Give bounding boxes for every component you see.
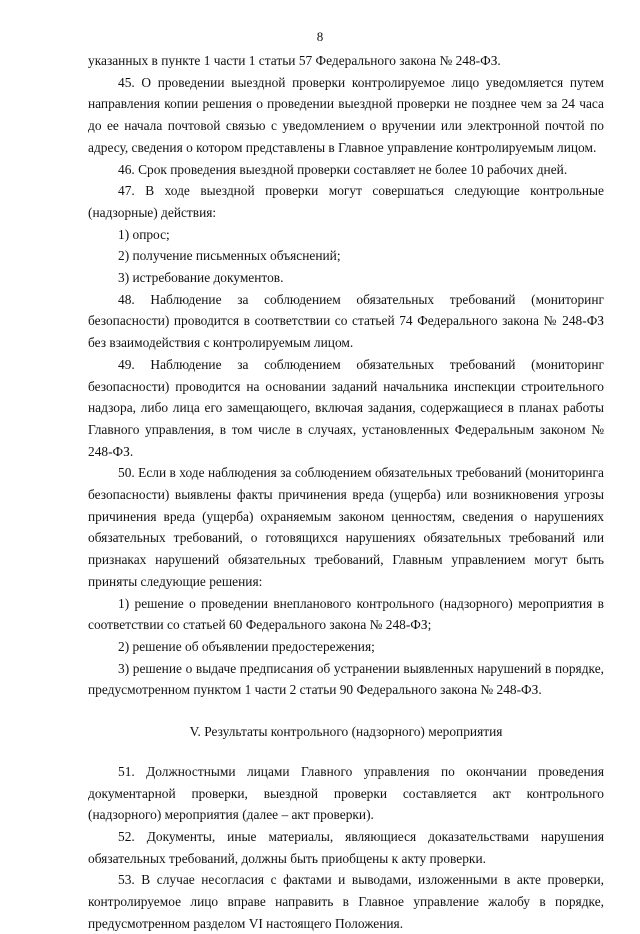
section-heading: V. Результаты контрольного (надзорного) мероприятия: [189, 724, 503, 740]
paragraph-45: 45. О проведении выездной проверки контролируемое лицо уведомляется путем направления копии решения о проведении выездной проверки не позднее чем за 24 часа до ее начала почтовой связью с уведомлением о вручении или электронной почтой по адресу, сведения о котором представлены в Главное управление контролируемым лицом.: [88, 74, 604, 155]
page-number: 8: [316, 29, 324, 44]
paragraph-50: 50. Если в ходе наблюдения за соблюдением обязательных требований (мониторинга безопасности) выявлены факты причинения вреда (ущерба) или возникновения угрозы причинения вреда (ущерба) охраняемым законом ценностям, сведения о нарушениях обязательных требований, о готовящихся нарушениях обязательных требований или признаках нарушений обязательных требований, Главным управлением могут быть приняты следующие решения:: [88, 465, 604, 589]
list-item: 3) решение о выдаче предписания об устранении выявленных нарушений в порядке, предусмотренном пунктом 1 части 2 статьи 90 Федерального закона № 248-ФЗ.: [88, 660, 604, 698]
paragraph-53: 53. В случае несогласия с фактами и выводами, изложенными в акте проверки, контролируемое лицо вправе направить в Главное управление жалобу в порядке, предусмотренном разделом VI настоящего Положения.: [88, 872, 604, 931]
paragraph-47: 47. В ходе выездной проверки могут совершаться следующие контрольные (надзорные) действия:: [88, 183, 604, 220]
paragraph-51: 51. Должностными лицами Главного управления по окончании проведения документарной проверки, выездной проверки составляется акт контрольного (надзорного) мероприятия (далее – акт проверки).: [88, 763, 604, 823]
list-item: 3) истребование документов.: [118, 270, 284, 286]
paragraph-49: 49. Наблюдение за соблюдением обязательных требований (мониторинг безопасности) проводится на основании заданий начальника инспекции строительного надзора, либо лица его замещающего, включая задания, содержащиеся в планах работы Главного управления, в том числе в случаях, установленных Федеральным законом № 248-ФЗ.: [88, 356, 604, 459]
paragraph-46: 46. Срок проведения выездной проверки составляет не более 10 рабочих дней.: [118, 161, 568, 177]
list-item: 1) опрос;: [118, 226, 170, 242]
paragraph-48: 48. Наблюдение за соблюдением обязательных требований (мониторинг безопасности) проводится в соответствии со статьей 74 Федерального закона № 248-ФЗ без взаимодействия с контролируемым лицом.: [88, 291, 604, 351]
list-item: 1) решение о проведении внепланового контрольного (надзорного) мероприятия в соответствии со статьей 60 Федерального закона № 248-ФЗ;: [88, 595, 604, 633]
list-item: 2) получение письменных объяснений;: [118, 248, 341, 264]
paragraph-44-continuation: указанных в пункте 1 части 1 статьи 57 Федерального закона № 248-ФЗ.: [88, 53, 501, 68]
list-item: 2) решение об объявлении предостережения;: [118, 638, 375, 654]
paragraph-52: 52. Документы, иные материалы, являющиеся доказательствами нарушения обязательных требований, должны быть приобщены к акту проверки.: [88, 828, 604, 866]
document-body: [88, 50, 604, 934]
